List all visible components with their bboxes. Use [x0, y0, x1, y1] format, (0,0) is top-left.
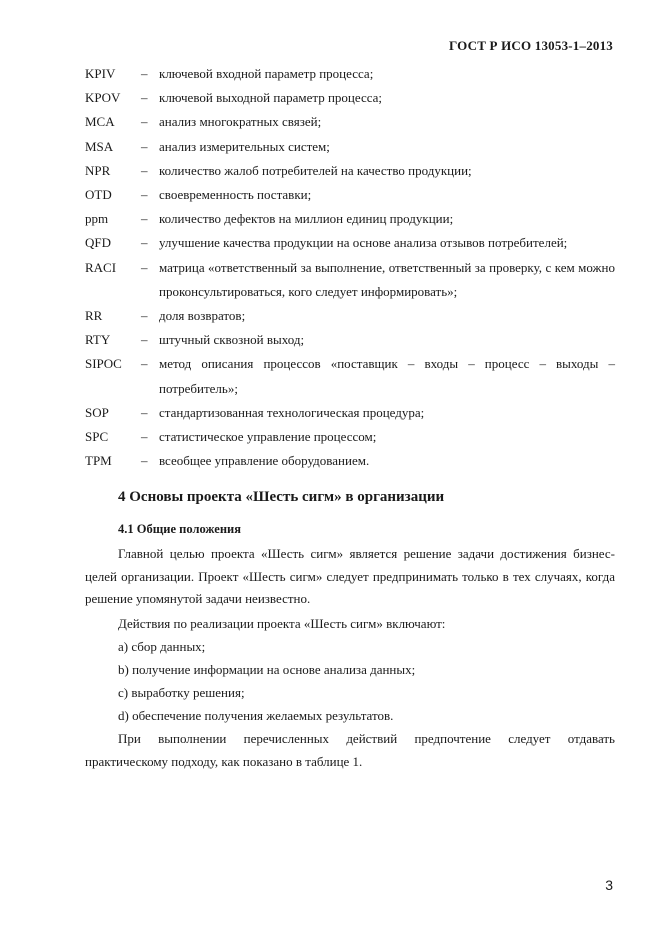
abbreviation-definition: доля возвратов;	[159, 308, 246, 324]
abbreviation-dash: –	[141, 404, 148, 420]
abbreviation-definition: анализ измерительных систем;	[159, 138, 330, 154]
abbreviation-term: MCA	[85, 114, 115, 130]
list-item: b) получение информации на основе анализа данных;	[118, 662, 416, 677]
abbreviation-dash: –	[141, 453, 148, 469]
abbreviation-term: SIPOC	[85, 356, 122, 372]
abbreviation-dash: –	[141, 356, 148, 372]
abbreviation-dash: –	[141, 308, 148, 324]
abbreviation-row	[85, 328, 615, 352]
abbreviation-term: QFD	[85, 235, 112, 251]
list-item: d) обеспечение получения желаемых результатов.	[118, 708, 394, 723]
abbreviation-row	[85, 62, 615, 86]
abbreviation-definition: улучшение качества продукции на основе анализа отзывов потребителей;	[159, 235, 568, 251]
abbreviation-dash: –	[141, 187, 148, 203]
abbreviation-definition: своевременность поставки;	[159, 187, 312, 203]
abbreviation-row	[85, 449, 615, 473]
page-header: ГОСТ Р ИСО 13053-1–2013	[448, 38, 613, 53]
abbreviation-dash: –	[141, 114, 148, 130]
paragraph-practical: При выполнении перечисленных действий предпочтение следует отдавать практическому подходу, как показано в таблице 1.	[85, 731, 615, 769]
abbreviation-definition: анализ многократных связей;	[159, 114, 322, 130]
abbreviation-row	[85, 256, 615, 304]
abbreviation-dash: –	[141, 138, 148, 154]
abbreviation-dash: –	[141, 429, 148, 445]
paragraph-actions-intro: Действия по реализации проекта «Шесть сигм» включают:	[118, 616, 446, 631]
paragraph-goal: Главной целью проекта «Шесть сигм» является решение задачи достижения бизнес-целей организации. Проект «Шесть сигм» следует предпринимать только в тех случаях, когда решение упомянутой задачи неизвестно.	[85, 546, 615, 606]
abbreviation-definition: стандартизованная технологическая процедура;	[159, 404, 425, 420]
abbreviation-term: TPM	[85, 453, 112, 469]
abbreviation-dash: –	[141, 162, 148, 178]
abbreviation-term: NPR	[85, 162, 111, 178]
abbreviation-dash: –	[141, 90, 148, 106]
abbreviation-row	[85, 304, 615, 328]
abbreviation-term: KPOV	[85, 90, 121, 106]
abbreviation-definition: количество дефектов на миллион единиц продукции;	[159, 211, 454, 227]
abbreviation-definition: ключевой выходной параметр процесса;	[159, 90, 383, 106]
abbreviation-definition: матрица «ответственный за выполнение, ответственный за проверку, с кем можно проконсультироваться, кого следует информировать»;	[159, 259, 615, 299]
abbreviation-definition: всеобщее управление оборудованием.	[159, 453, 370, 469]
abbreviation-dash: –	[141, 332, 148, 348]
abbreviation-term: RR	[85, 308, 103, 324]
abbreviation-term: ppm	[85, 211, 109, 227]
abbreviation-definition: статистическое управление процессом;	[159, 429, 377, 445]
abbreviation-dash: –	[141, 211, 148, 227]
abbreviation-row	[85, 86, 615, 110]
abbreviation-row	[85, 183, 615, 207]
abbreviation-row	[85, 231, 615, 255]
abbreviation-row	[85, 135, 615, 159]
abbreviation-term: SOP	[85, 404, 109, 420]
abbreviation-row	[85, 207, 615, 231]
list-item: c) выработку решения;	[118, 685, 245, 700]
abbreviation-term: MSA	[85, 138, 114, 154]
abbreviation-term: KPIV	[85, 66, 116, 81]
abbreviation-term: OTD	[85, 187, 112, 203]
abbreviation-row	[85, 159, 615, 183]
abbreviation-row	[85, 352, 615, 400]
abbreviation-row	[85, 401, 615, 425]
section-title: 4 Основы проекта «Шесть сигм» в организации	[118, 489, 445, 505]
abbreviation-term: RACI	[85, 259, 117, 275]
page-number: 3	[605, 877, 613, 893]
abbreviation-row	[85, 110, 615, 134]
subsection-title: 4.1 Общие положения	[118, 522, 242, 536]
abbreviation-definition: штучный сквозной выход;	[159, 332, 305, 348]
abbreviation-term: SPC	[85, 429, 109, 445]
abbreviation-dash: –	[141, 235, 148, 251]
abbreviation-definition: ключевой входной параметр процесса;	[159, 66, 374, 81]
abbreviation-definition: количество жалоб потребителей на качество продукции;	[159, 162, 472, 178]
abbreviation-term: RTY	[85, 332, 111, 348]
abbreviation-row	[85, 425, 615, 449]
abbreviation-definition: метод описания процессов «поставщик – входы – процесс – выходы – потребитель»;	[159, 356, 615, 396]
list-item: a) сбор данных;	[118, 639, 206, 654]
abbreviation-dash: –	[141, 66, 148, 81]
abbreviation-dash: –	[141, 259, 148, 275]
abbreviation-list	[85, 62, 615, 473]
